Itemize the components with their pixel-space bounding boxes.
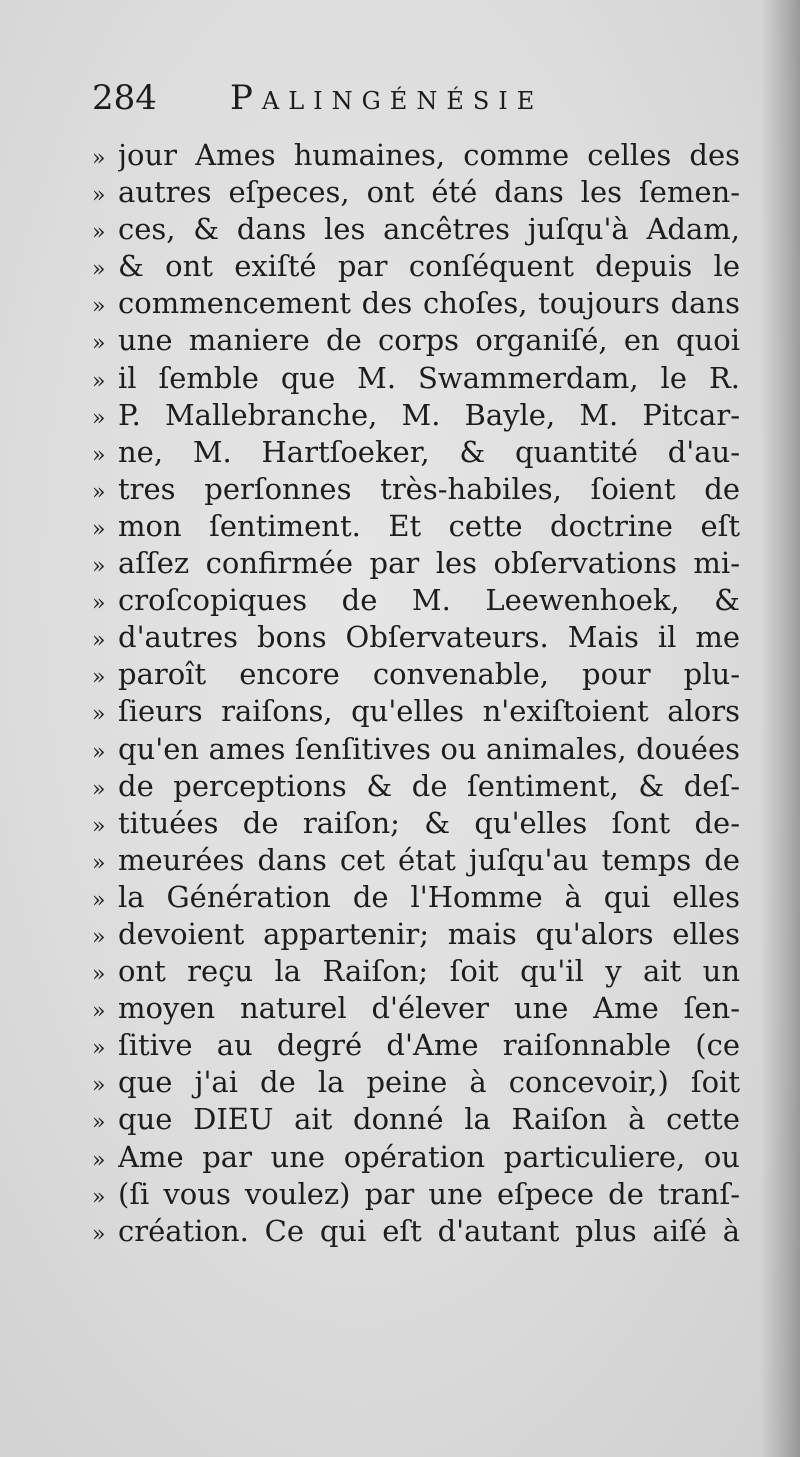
quote-mark: » (92, 665, 106, 691)
line-text: aſſez confirmée par les obſervations mi- (118, 546, 740, 581)
page-number: 284 (92, 78, 157, 118)
line-text: jour Ames humaines, comme celles des (118, 138, 740, 172)
line-text: ſieurs raiſons, qu'elles n'exiſtoient alors (118, 694, 740, 729)
quote-mark: » (92, 479, 106, 505)
quote-mark: » (92, 739, 106, 765)
quote-mark: » (92, 146, 106, 171)
text-line (92, 285, 740, 322)
text-line (92, 693, 740, 730)
line-text: tres perſonnes très-habiles, ſoient de (118, 471, 740, 506)
quote-mark: » (92, 776, 106, 802)
line-text: & ont exiſté par conſéquent depuis le (118, 249, 740, 284)
text-line (92, 211, 740, 248)
text-line (92, 879, 740, 916)
line-text: Ame par une opération particuliere, ou (118, 1139, 740, 1174)
line-text: commencement des choſes, toujours dans (118, 286, 740, 321)
text-line (92, 1101, 740, 1138)
text-line (92, 768, 740, 805)
quote-mark: » (92, 999, 106, 1025)
text-line (92, 248, 740, 285)
line-text: d'autres bons Obſervateurs. Mais il me (118, 620, 740, 655)
line-text: qu'en ames ſenſitives ou animales, douées (118, 731, 740, 766)
gutter-shadow (760, 0, 800, 1457)
text-line (92, 1064, 740, 1101)
line-text: ont reçu la Raiſon; ſoit qu'il y ait un (118, 954, 740, 989)
quote-mark: » (92, 516, 106, 542)
line-text: création. Ce qui eſt d'autant plus aiſé à (118, 1213, 740, 1248)
quote-mark: » (92, 1221, 106, 1247)
line-text: une maniere de corps organiſé, en quoi (118, 323, 740, 358)
quote-mark: » (92, 702, 106, 728)
text-line (92, 619, 740, 656)
quote-mark: » (92, 220, 106, 246)
running-title: Palingénésie (230, 78, 544, 118)
text-line (92, 1213, 740, 1250)
quote-mark: » (92, 294, 106, 320)
line-text: autres eſpeces, ont été dans les ſemen- (118, 175, 740, 210)
text-line (92, 953, 740, 990)
text-line (92, 471, 740, 508)
quote-mark: » (92, 591, 106, 617)
quote-mark: » (92, 628, 106, 654)
quote-mark: » (92, 257, 106, 283)
line-text: mon ſentiment. Et cette doctrine eſt (118, 508, 740, 543)
text-line (92, 805, 740, 842)
text-line (92, 397, 740, 434)
text-line (92, 916, 740, 953)
text-line (92, 174, 740, 211)
line-text: de perceptions & de ſentiment, & deſ- (118, 768, 740, 803)
line-text: que j'ai de la peine à concevoir,) ſoit (118, 1065, 740, 1100)
quote-mark: » (92, 1036, 106, 1062)
quote-mark: » (92, 183, 106, 209)
line-text: que DIEU ait donné la Raiſon à cette (118, 1102, 740, 1137)
quote-mark: » (92, 850, 106, 876)
quote-mark: » (92, 331, 106, 357)
text-line (92, 434, 740, 471)
quote-mark: » (92, 924, 106, 950)
line-text: ces, & dans les ancêtres juſqu'à Adam, (118, 212, 740, 247)
text-line (92, 731, 740, 768)
text-line (92, 656, 740, 693)
line-text: P. Mallebranche, M. Bayle, M. Pitcar- (118, 397, 740, 432)
text-line (92, 582, 740, 619)
text-line (92, 1176, 740, 1213)
text-line (92, 360, 740, 397)
text-line (92, 1139, 740, 1176)
quote-mark: » (92, 962, 106, 988)
quote-mark: » (92, 368, 106, 394)
line-text: moyen naturel d'élever une Ame ſen- (118, 991, 740, 1026)
quote-mark: » (92, 442, 106, 468)
text-line (92, 1027, 740, 1064)
quote-mark: » (92, 1147, 106, 1173)
line-text: il ſemble que M. Swammerdam, le R. (118, 360, 740, 395)
quote-mark: » (92, 887, 106, 913)
line-text: ſitive au degré d'Ame raiſonnable (ce (118, 1028, 740, 1063)
page-header (92, 74, 752, 124)
line-text: la Génération de l'Homme à qui elles (118, 879, 740, 914)
line-text: paroît encore convenable, pour plu- (118, 657, 740, 692)
line-text: croſcopiques de M. Leewenhoek, & (118, 583, 740, 618)
text-line (92, 137, 740, 174)
line-text: (ſi vous voulez) par une eſpece de tranſ- (118, 1176, 740, 1211)
line-text: meurées dans cet état juſqu'au temps de (118, 842, 740, 877)
line-text: ne, M. Hartſoeker, & quantité d'au- (118, 434, 740, 469)
text-line (92, 322, 740, 359)
quote-mark: » (92, 554, 106, 580)
text-line (92, 842, 740, 879)
body-text (92, 137, 740, 1250)
quote-mark: » (92, 1184, 106, 1210)
text-line (92, 508, 740, 545)
quote-mark: » (92, 1110, 106, 1136)
text-line (92, 990, 740, 1027)
line-text: devoient appartenir; mais qu'alors elles (118, 916, 740, 951)
line-text: tituées de raiſon; & qu'elles ſont de- (118, 805, 740, 840)
quote-mark: » (92, 813, 106, 839)
text-line (92, 545, 740, 582)
quote-mark: » (92, 1073, 106, 1099)
quote-mark: » (92, 405, 106, 431)
